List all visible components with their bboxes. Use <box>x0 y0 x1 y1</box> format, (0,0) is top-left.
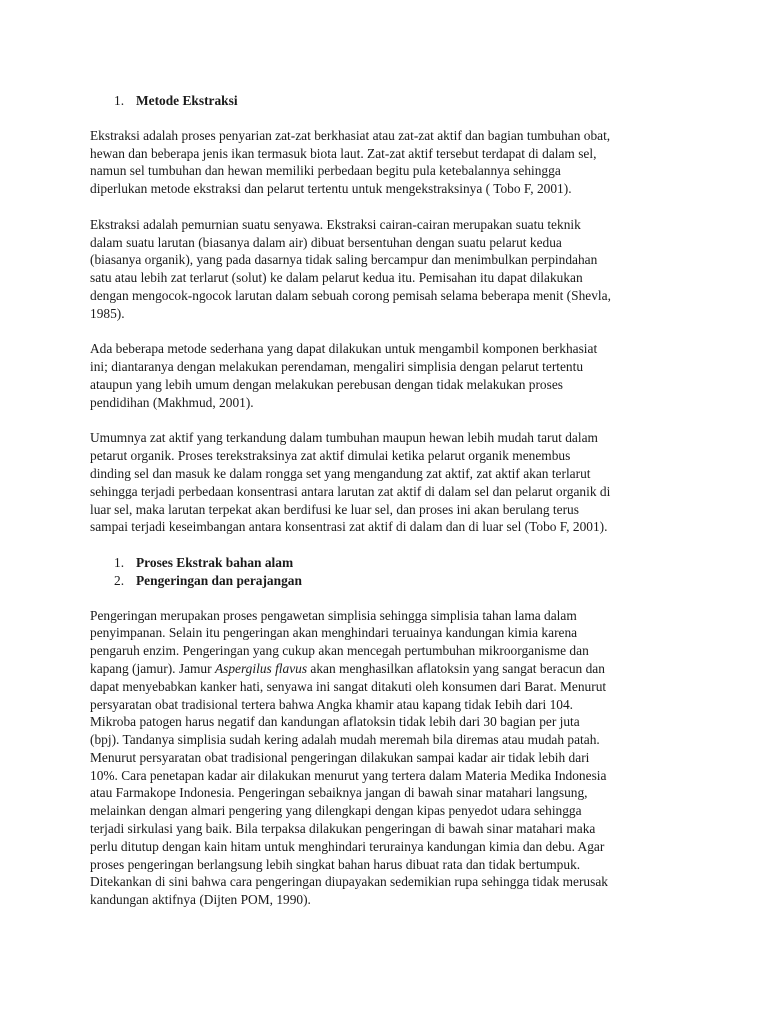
text-line: (biasanya organik), yang pada dasarnya tidak saling bercampur dan menimbulkan perpindahan <box>90 252 598 268</box>
text-line: Pengeringan merupakan proses pengawetan simplisia sehingga simplisia tahan lama dalam <box>90 607 577 623</box>
list-item-pengeringan <box>114 572 690 590</box>
text-line: Ekstraksi adalah proses penyarian zat-zat berkhasiat atau zat-zat aktif dan bagian tumbuhan obat, <box>90 127 611 143</box>
text-line: 1985). <box>90 305 125 321</box>
text-line: dapat menyebabkan kanker hati, senyawa ini sangat ditakuti oleh konsumen dari Barat. Menurut <box>90 678 607 694</box>
text-line: satu atau lebih zat terlarut (solut) ke dalam pelarut kedua itu. Pemisahan itu dapat dilakukan <box>90 270 583 286</box>
text-line: 10%. Cara penetapan kadar air dilakukan menurut yang tertera dalam Materia Medika Indonesia <box>90 767 607 783</box>
text-line: Menurut persyaratan obat tradisional pengeringan dilakukan sampai kadar air tidak lebih dari <box>90 749 590 765</box>
text-line: dalam suatu larutan (biasanya dalam air) dibuat bersentuhan dengan suatu pelarut kedua <box>90 234 562 250</box>
text-line-with-italic <box>90 660 690 678</box>
text-line: persyaratan obat tradisional tertera bahwa Angka khamir atau kapang tidak Iebih dari 104. <box>90 696 573 712</box>
section-heading-metode-ekstraksi <box>114 92 690 110</box>
list-item-title: Proses Ekstrak bahan alam <box>136 554 294 570</box>
text-line: sehingga terjadi perbedaan konsentrasi antara larutan zat aktif di dalam sel dan pelarut organik di <box>90 483 611 499</box>
text-line: ini; diantaranya dengan melakukan perendaman, mengaliri simplisia dengan pelarut tertentu <box>90 359 584 375</box>
text-line: petarut organik. Proses terekstraksinya zat aktif dimulai ketika pelarut organik menembus <box>90 448 571 464</box>
paragraph-3 <box>90 340 690 411</box>
list-number: 1. <box>114 554 125 570</box>
text-line: diperlukan metode ekstraksi dan pelarut tertentu untuk mengekstraksinya ( Tobo F, 2001). <box>90 181 572 197</box>
text-line: dengan mengocok-ngocok larutan dalam sebuah corong pemisah selama beberapa menit (Shevla, <box>90 287 611 303</box>
italic-species-name: Aspergilus flavus <box>214 660 308 676</box>
text-line: Ada beberapa metode sederhana yang dapat dilakukan untuk mengambil komponen berkhasiat <box>90 341 598 357</box>
text-line: atau Farmakope Indonesia. Pengeringan sebaiknya jangan di bawah sinar matahari langsung, <box>90 785 588 801</box>
text-line: kandungan aktifnya (Dijten POM, 1990). <box>90 892 311 908</box>
list-item-proses-ekstrak <box>114 554 690 572</box>
paragraph-5 <box>90 607 690 910</box>
text-line: pengaruh enzim. Pengeringan yang cukup akan mencegah pertumbuhan mikroorganisme dan <box>90 643 589 659</box>
text-line: Ekstraksi adalah pemurnian suatu senyawa. Ekstraksi cairan-cairan merupakan suatu teknik <box>90 216 581 232</box>
text-line: Umumnya zat aktif yang terkandung dalam tumbuhan maupun hewan lebih mudah tarut dalam <box>90 430 598 446</box>
text-line: melainkan dengan almari pengering yang dilengkapi dengan kipas penyedot udara sehingga <box>90 803 582 819</box>
text-line: proses pengeringan berlangsung lebih singkat bahan harus dibuat rata dan tidak bertumpuk. <box>90 856 581 872</box>
text-line: perlu ditutup dengan kain hitam untuk menghindari terurainya kandungan kimia dan debu. Agar <box>90 838 605 854</box>
text-line: (bpj). Tandanya simplisia sudah kering adalah mudah meremah bila diremas atau mudah patah. <box>90 732 600 748</box>
paragraph-2 <box>90 216 690 323</box>
text-line: dinding sel dan masuk ke dalam rongga set yang mengandung zat aktif, zat aktif akan terlarut <box>90 465 591 481</box>
list-number: 1. <box>114 93 125 108</box>
text-line: sampai terjadi keseimbangan antara konsentrasi zat aktif di dalam dan di luar sel (Tobo F, 2001). <box>90 519 608 535</box>
text-line: pendidihan (Makhmud, 2001). <box>90 394 254 410</box>
text-line: namun sel tumbuhan dan hewan memiliki perbedaan begitu pula ketebalannya sehingga <box>90 163 561 179</box>
list-number: 2. <box>114 572 125 588</box>
text-line: terjadi sirkulasi yang baik. Bila terpaksa dilakukan pengeringan di bawah sinar matahari maka <box>90 821 596 837</box>
text-line: penyimpanan. Selain itu pengeringan akan menghindari teruainya kandungan kimia karena <box>90 625 578 641</box>
list-item-title: Pengeringan dan perajangan <box>136 572 302 588</box>
paragraph-4 <box>90 429 690 536</box>
section-title: Metode Ekstraksi <box>136 93 238 108</box>
text-line: hewan dan beberapa jenis ikan termasuk biota laut. Zat-zat aktif tersebut terdapat di dalam sel, <box>90 145 597 161</box>
paragraph-1 <box>90 127 690 198</box>
text-segment: kapang (jamur). Jamur <box>90 660 215 676</box>
text-segment: akan menghasilkan aflatoksin yang sangat beracun dan <box>307 660 605 676</box>
text-line: Mikroba patogen harus negatif dan kandungan aflatoksin tidak lebih dari 30 bagian per juta <box>90 714 580 730</box>
numbered-list <box>90 554 690 590</box>
text-line: ataupun yang lebih umum dengan melakukan perebusan dengan tidak melakukan proses <box>90 376 563 392</box>
text-line: luar sel, maka larutan terpekat akan berdifusi ke luar sel, dan proses ini akan berulang terus <box>90 501 579 517</box>
document-body <box>90 92 690 909</box>
text-line: Ditekankan di sini bahwa cara pengeringan diupayakan sedemikian rupa sehingga tidak merusak <box>90 874 608 890</box>
